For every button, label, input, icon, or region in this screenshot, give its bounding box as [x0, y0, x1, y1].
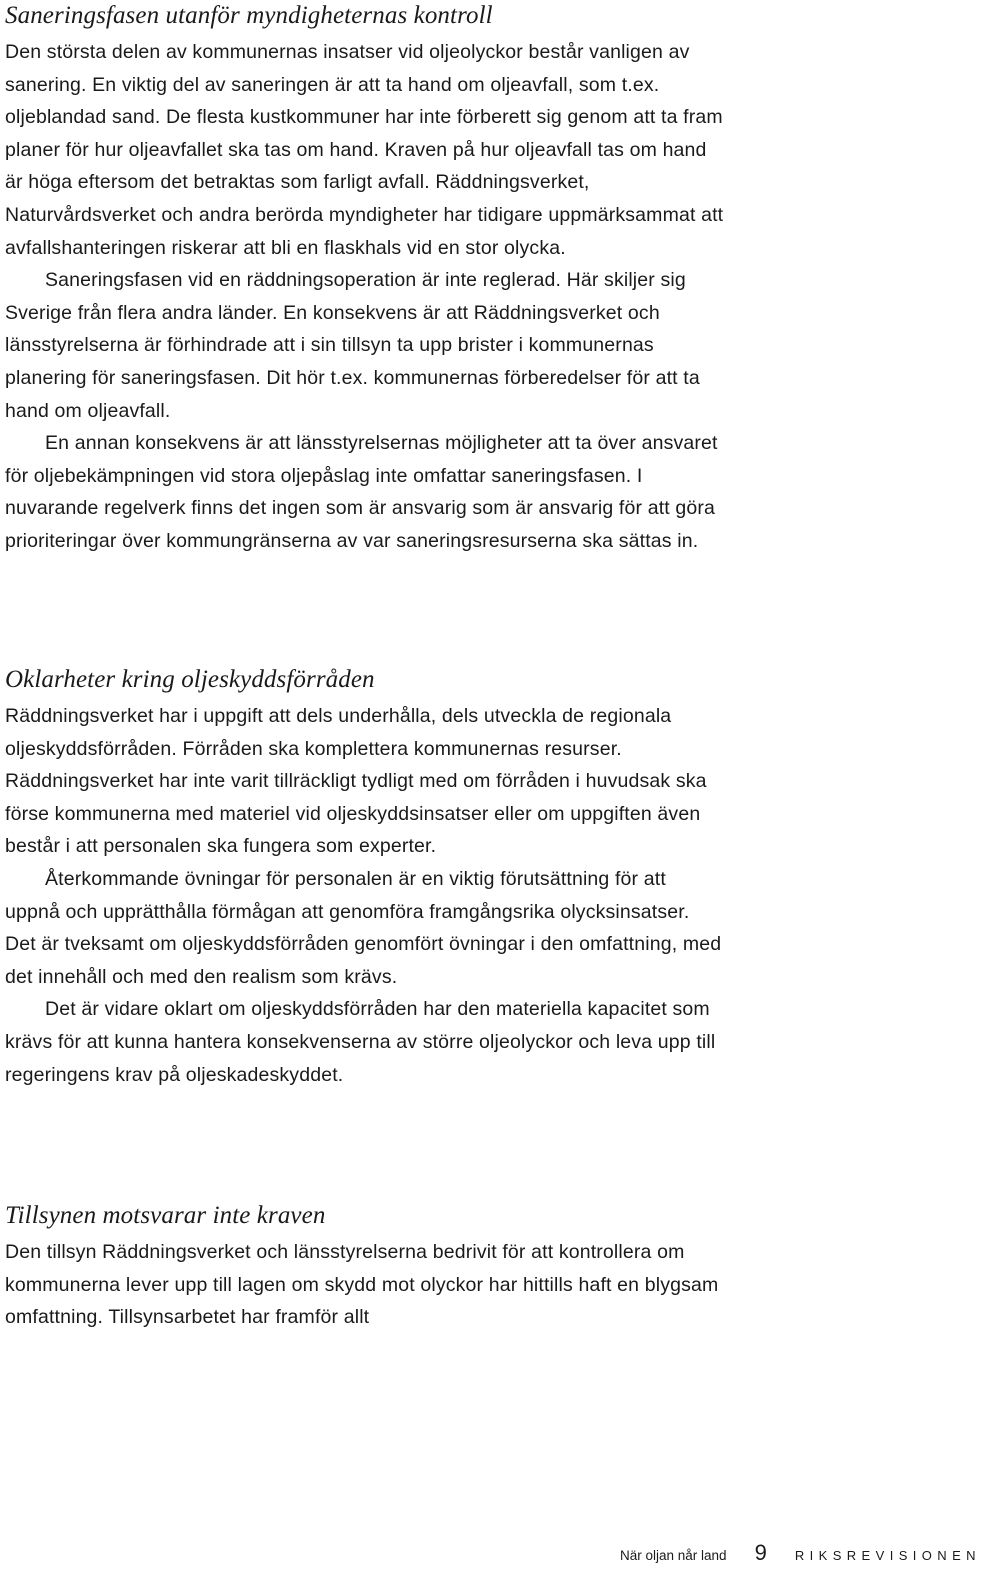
section-oljeskyddsforraden [5, 664, 725, 1091]
paragraph: Det är vidare oklart om oljeskyddsförråden har den materiella kapacitet som krävs för att kunna hantera konsekvenserna av större oljeolyckor och leva upp till regeringens krav på oljeskadeskyddet. [5, 998, 716, 1086]
section-heading: Tillsynen motsvarar inte kraven [5, 1202, 326, 1229]
section-sanering [5, 0, 725, 558]
paragraph: Återkommande övningar för personalen är en viktig förutsättning för att uppnå och upprätthålla förmågan att genomföra framgångsrika olycksinsatser. Det är tveksamt om oljeskyddsförråden genomfört övningar i den omfattning, med det innehåll och med den realism som krävs. [5, 867, 722, 988]
paragraph: Saneringsfasen vid en räddningsoperation är inte reglerad. Här skiljer sig Sverige från flera andra länder. En konsekvens är att Räddningsverket och länsstyrelserna är förhindrade att i sin tillsyn ta upp brister i kommunernas planering för saneringsfasen. Dit hör t.ex. kommunernas förberedelser för att ta hand om oljeavfall. [5, 269, 700, 422]
section-tillsyn [5, 1200, 725, 1334]
section-heading: Oklarheter kring oljeskyddsförråden [5, 666, 375, 693]
page-footer [620, 1540, 981, 1574]
paragraph: Den största delen av kommunernas insatser vid oljeolyckor består vanligen av sanering. En viktig del av saneringen är att ta hand om oljeavfall, som t.ex. oljeblandad sand. De flesta kustkommuner har inte förberett sig genom att ta fram planer för hur oljeavfallet ska tas om hand. Kraven på hur oljeavfall tas om hand är höga eftersom det betraktas som farligt avfall. Räddningsverket, Naturvårdsverket och andra berörda myndigheter har tidigare uppmärksammat att avfallshanteringen riskerar att bli en flaskhals vid en stor olycka. [5, 41, 724, 259]
footer-page-number: 9 [754, 1540, 767, 1565]
paragraph: Den tillsyn Räddningsverket och länsstyrelserna bedrivit för att kontrollera om kommunerna lever upp till lagen om skydd mot olyckor har hittills haft en blygsam omfattning. Tillsynsarbetet har framför allt [5, 1241, 719, 1329]
paragraph: En annan konsekvens är att länsstyrelsernas möjligheter att ta över ansvaret för oljebekämpningen vid stora oljepåslag inte omfattar saneringsfasen. I nuvarande regelverk finns det ingen som är ansvarig som är ansvarig för att göra prioriteringar över kommungränserna av var saneringsresurserna ska sättas in. [5, 432, 718, 552]
section-heading: Saneringsfasen utanför myndigheternas kontroll [5, 2, 493, 29]
paragraph: Räddningsverket har i uppgift att dels underhålla, dels utveckla de regionala oljeskyddsförråden. Förråden ska komplettera kommunernas resurser. Räddningsverket har inte varit tillräckligt tydligt med om förråden i huvudsak ska förse kommunerna med materiel vid oljeskyddsinsatser eller om uppgiften även består i att personalen ska fungera som experter. [5, 705, 707, 858]
footer-brand-logo: RIKSREVISIONEN [794, 1548, 981, 1563]
footer-publication-title: När oljan når land [620, 1548, 727, 1563]
